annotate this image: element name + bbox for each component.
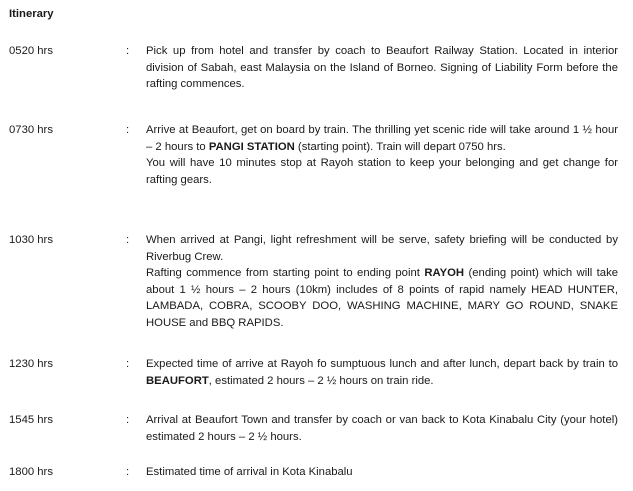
itinerary-description (146, 464, 618, 481)
description-text: (ending point) which will take about 1 ½ hours – 2 hours (10km) includes of 8 points of rapid namely HEAD HUNTER, LAMBADA, COBRA, SCOOBY DOO, WASHING MACHINE, MARY GO ROUND, SNAKE HOUSE and BBQ RAPIDS. (146, 267, 618, 329)
itinerary-time: 1030 hrs (9, 234, 53, 246)
itinerary-title: Itinerary (9, 8, 54, 20)
description-text: You will have 10 minutes stop at Rayoh station to keep your belonging and get change for rafting gears. (146, 157, 618, 186)
highlight-text: PANGI STATION (208, 140, 295, 153)
itinerary-separator: : (126, 234, 130, 246)
description-paragraph (146, 155, 618, 188)
itinerary-separator: : (126, 414, 130, 426)
description-text: (starting point). Train will depart 0750 hrs. (294, 140, 506, 153)
itinerary-separator: : (126, 358, 130, 370)
itinerary-separator: : (126, 466, 130, 478)
description-text: Pick up from hotel and transfer by coach to Beaufort Railway Station. Located in interior division of Sabah, east Malaysia on the Island of Borneo. Signing of Liability Form before the rafting commences. (146, 45, 618, 90)
itinerary-description (146, 122, 618, 188)
description-paragraph (146, 232, 618, 265)
itinerary-time: 0730 hrs (9, 124, 53, 136)
itinerary-separator: : (126, 124, 130, 136)
description-text: When arrived at Pangi, light refreshment will be serve, safety briefing will be conducted by Riverbug Crew. (146, 234, 618, 263)
description-text: Expected time of arrive at Rayoh fo sumptuous lunch and after lunch, depart back by train to (146, 358, 618, 370)
itinerary-description (146, 43, 618, 93)
itinerary-time: 1230 hrs (9, 358, 53, 370)
description-paragraph (146, 412, 618, 445)
highlight-text: BEAUFORT (146, 374, 209, 387)
itinerary-time: 0520 hrs (9, 45, 53, 57)
itinerary-description (146, 356, 618, 389)
itinerary-separator: : (126, 45, 130, 57)
description-paragraph (146, 43, 618, 93)
itinerary-time: 1545 hrs (9, 414, 53, 426)
highlight-text: RAYOH (424, 267, 465, 279)
description-text: Estimated time of arrival in Kota Kinabalu (146, 466, 353, 478)
description-text: Arrival at Beaufort Town and transfer by coach or van back to Kota Kinabalu City (your hotel) estimated 2 hours – 2 ½ hours. (146, 414, 618, 443)
description-paragraph (146, 265, 618, 331)
description-paragraph (146, 464, 618, 481)
description-text: Rafting commence from starting point to ending point (146, 267, 425, 279)
itinerary-time: 1800 hrs (9, 466, 53, 478)
description-text: Arrive at Beaufort, get on board by train. The thrilling yet scenic ride will take around 1 ½ hour – 2 hours to (146, 124, 618, 153)
description-paragraph (146, 122, 618, 155)
description-text: , estimated 2 hours – 2 ½ hours on train ride. (208, 374, 434, 387)
itinerary-description (146, 412, 618, 445)
itinerary-description (146, 232, 618, 331)
description-paragraph (146, 356, 618, 389)
